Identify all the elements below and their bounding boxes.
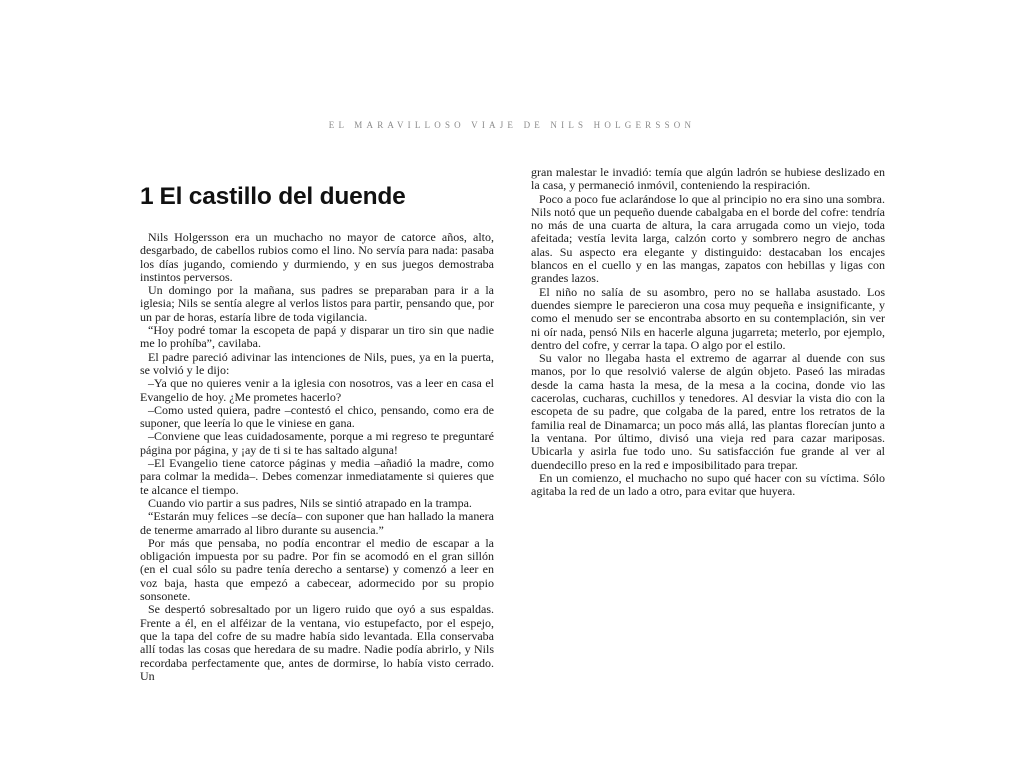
- left-column: [140, 183, 494, 683]
- paragraph: En un comienzo, el muchacho no supo qué hacer con su víctima. Sólo agitaba la red de un lado a otro, para evitar que huyera.: [531, 470, 885, 499]
- paragraph: –Ya que no quieres venir a la iglesia con nosotros, vas a leer en casa el Evangelio de hoy. ¿Me prometes hacerlo?: [140, 376, 494, 404]
- paragraph-continued: gran malestar le invadió: temía que algún ladrón se hubiese deslizado en la casa, y permaneció inmóvil, conteniendo la respiración.: [531, 165, 885, 193]
- right-column: [531, 166, 885, 498]
- paragraph: “Estarán muy felices –se decía– con suponer que han hallado la manera de tenerme amarrado al libro durante su ausencia.”: [140, 509, 494, 537]
- chapter-number: 1: [140, 183, 154, 210]
- paragraph: Un domingo por la mañana, sus padres se preparaban para ir a la iglesia; Nils se sentía alegre al verlos listos para partir, pensando que, por un par de horas, estaría libre de toda vigilancia.: [140, 283, 494, 324]
- paragraph: Se despertó sobresaltado por un ligero ruido que oyó a sus espaldas. Frente a él, en el alféizar de la ventana, vio estupefacto, por el espejo, que la tapa del cofre de su madre había sido levantada. Ella conservaba allí todas las cosas que heredara de su madre. Nadie podía abrirlo, y Nils recordaba perfectamente que, antes de dormirse, lo había visto cerrado. Un: [140, 602, 494, 683]
- paragraph: “Hoy podré tomar la escopeta de papá y disparar un tiro sin que nadie me lo prohíba”, cavilaba.: [140, 323, 494, 351]
- paragraph: –El Evangelio tiene catorce páginas y media –añadió la madre, como para colmar la medida–. Debes comenzar inmediatamente si quieres que te alcance el tiempo.: [140, 456, 494, 497]
- paragraph: –Conviene que leas cuidadosamente, porque a mi regreso te preguntaré página por página, y ¡ay de ti si te has saltado alguna!: [140, 429, 494, 457]
- paragraph: –Como usted quiera, padre –contestó el chico, pensando, como era de suponer, que leería lo que le viniese en gana.: [140, 402, 494, 431]
- chapter-title: [140, 183, 494, 211]
- paragraph: Cuando vio partir a sus padres, Nils se sintió atrapado en la trampa.: [148, 495, 472, 510]
- paragraph: Su valor no llegaba hasta el extremo de agarrar al duende con sus manos, por lo que resolvió valerse de algún objeto. Paseó las miradas desde la cama hasta la mesa, de la mesa a la cocina, donde vio las cacerolas, cucharas, cuchillos y tenedores. Al desviar la vista dio con la escopeta de su padre, que colgaba de la pared, entre los retratos de la familia real de Dinamarca; un poco más allá, las plantas florecían junto a la ventana. Por último, divisó una vieja red para cazar mariposas. Ubicarla y asirla fue todo uno. Su satisfacción fue grande al ver al duendecillo preso en la red e imposibilitado para trepar.: [531, 351, 885, 472]
- chapter-title-text: El castillo del duende: [159, 183, 406, 210]
- paragraph: Nils Holgersson era un muchacho no mayor de catorce años, alto, desgarbado, de cabellos rubios como el lino. No servía para nada: pasaba los días jugando, comiendo y durmiendo, y en sus juegos demostraba instintos perversos.: [140, 230, 494, 284]
- running-head: EL MARAVILLOSO VIAJE DE NILS HOLGERSSON: [328, 120, 696, 130]
- paragraph: Por más que pensaba, no podía encontrar el medio de escapar a la obligación impuesta por su padre. Por fin se acomodó en el gran sillón (en el cual sólo su padre tenía derecho a sentarse) y comenzó a leer en voz baja, hasta que empezó a cabecear, adormecido por su propio sonsonete.: [140, 535, 494, 604]
- paragraph: El niño no salía de su asombro, pero no se hallaba asustado. Los duendes siempre le parecieron una cosa muy pequeña e insignificante, y como el menudo ser se encontraba absorto en su contemplación, sin ver ni oír nada, pensó Nils en hacerle alguna jugarreta; meterlo, por ejemplo, dentro del cofre, y cerrar la tapa. O algo por el estilo.: [531, 284, 885, 352]
- paragraph: El padre pareció adivinar las intenciones de Nils, pues, ya en la puerta, se volvió y le dijo:: [140, 349, 494, 377]
- paragraph: Poco a poco fue aclarándose lo que al principio no era sino una sombra. Nils notó que un pequeño duende cabalgaba en el borde del cofre: tendría no más de una cuarta de altura, la cara arrugada como un viejo, toda afeitada; vestía levita larga, calzón corto y sombrero negro de anchas alas. Su aspecto era elegante y distinguido: destacaban los encajes blancos en el cuello y en las mangas, zapatos con hebillas y ligas con grandes lazos.: [531, 191, 885, 286]
